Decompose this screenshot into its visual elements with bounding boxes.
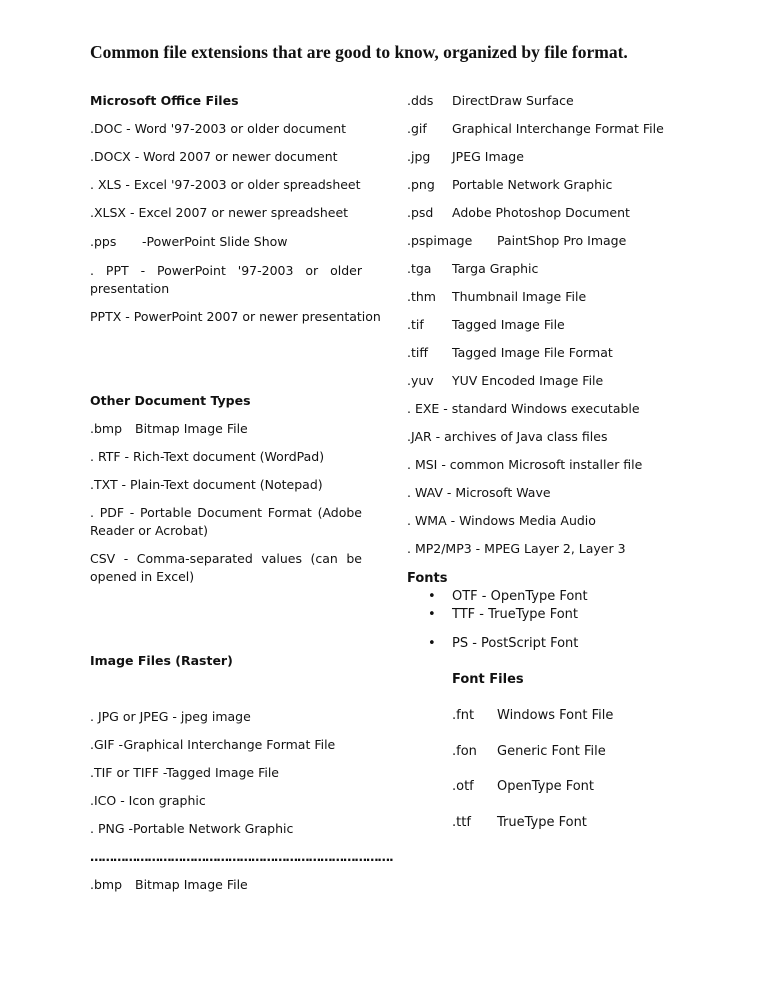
font-bullet-ps (428, 635, 578, 653)
ext: .dds (407, 93, 434, 108)
desc: TrueType Font (497, 815, 587, 830)
raster-item-tif: .TIF or TIFF -Tagged Image File (90, 765, 279, 780)
ext: .tga (407, 261, 432, 276)
ext: .otf (452, 779, 474, 794)
misc-item-exe: . EXE - standard Windows executable (407, 401, 640, 416)
ext: .jpg (407, 149, 431, 164)
other-item-csv: CSV - Comma-separated values (can be opened in Excel) (90, 551, 362, 584)
image-row-jpg (407, 148, 524, 166)
office-item-ppt-line2: presentation (90, 281, 170, 296)
ext: .fnt (452, 708, 475, 723)
misc-item-msi: . MSI - common Microsoft installer file (407, 457, 643, 472)
ext: .pspimage (407, 233, 473, 248)
bmp-desc: Bitmap Image File (135, 421, 248, 436)
image-row-gif (407, 120, 664, 138)
desc: Tagged Image File (452, 317, 565, 332)
bullet-text: TTF - TrueType Font (452, 607, 578, 622)
font-bullet-ttf (428, 606, 578, 624)
office-item-ppt-line1: . PPT - PowerPoint '97-2003 or older (90, 263, 362, 278)
ext: .gif (407, 121, 427, 136)
office-item-xls: . XLS - Excel '97-2003 or older spreadsheet (90, 177, 361, 192)
heading-fonts: Fonts (407, 571, 448, 586)
bmp2-ext: .bmp (90, 877, 123, 892)
image-row-tga (407, 260, 538, 278)
ext: .fon (452, 744, 477, 759)
dotted-separator: ……………………………………………………………………. (90, 849, 393, 864)
desc: Adobe Photoshop Document (452, 205, 630, 220)
raster-item-jpg: . JPG or JPEG - jpeg image (90, 709, 251, 724)
desc: Generic Font File (497, 744, 606, 759)
desc: JPEG Image (452, 149, 524, 164)
office-item-docx: .DOCX - Word 2007 or newer document (90, 149, 338, 164)
ext: .tiff (407, 345, 428, 360)
bullet-icon: • (428, 607, 436, 622)
raster-item-png: . PNG -Portable Network Graphic (90, 821, 294, 836)
desc: Targa Graphic (452, 261, 539, 276)
desc: OpenType Font (497, 779, 595, 794)
heading-image-raster: Image Files (Raster) (90, 653, 233, 668)
other-item-bmp (90, 420, 248, 438)
misc-item-wma: . WMA - Windows Media Audio (407, 513, 596, 528)
raster-item-bmp (90, 876, 248, 894)
desc: Graphical Interchange Format File (452, 121, 664, 136)
bullet-icon: • (428, 589, 436, 604)
bullet-text: OTF - OpenType Font (452, 589, 588, 604)
image-row-tif (407, 316, 565, 334)
other-item-txt: .TXT - Plain-Text document (Notepad) (90, 477, 323, 492)
ext: .thm (407, 289, 436, 304)
font-file-otf (452, 778, 594, 796)
ext: .ttf (452, 815, 471, 830)
image-row-psd (407, 204, 630, 222)
font-bullet-otf (428, 588, 588, 606)
other-item-pdf: . PDF - Portable Document Format (Adobe Reader or Acrobat) (90, 505, 362, 538)
bullet-icon: • (428, 636, 436, 651)
desc: YUV Encoded Image File (452, 373, 604, 388)
image-row-thm (407, 288, 586, 306)
image-row-pspimage (407, 232, 626, 250)
raster-item-gif: .GIF -Graphical Interchange Format File (90, 737, 336, 752)
image-row-png (407, 176, 612, 194)
office-item-pptx: PPTX - PowerPoint 2007 or newer presentation (90, 309, 381, 324)
misc-item-wav: . WAV - Microsoft Wave (407, 485, 551, 500)
image-row-yuv (407, 372, 603, 390)
desc: Portable Network Graphic (452, 177, 613, 192)
desc: PaintShop Pro Image (497, 233, 627, 248)
desc: Tagged Image File Format (452, 345, 613, 360)
pps-ext: .pps (90, 234, 117, 249)
desc: Thumbnail Image File (452, 289, 587, 304)
raster-item-ico: .ICO - Icon graphic (90, 793, 206, 808)
font-file-ttf (452, 814, 587, 832)
pps-desc: -PowerPoint Slide Show (142, 234, 288, 249)
office-item-xlsx: .XLSX - Excel 2007 or newer spreadsheet (90, 205, 349, 220)
desc: Windows Font File (497, 708, 614, 723)
ext: .png (407, 177, 435, 192)
font-file-fnt (452, 707, 613, 725)
heading-font-files: Font Files (452, 672, 524, 687)
office-item-doc: .DOC - Word '97-2003 or older document (90, 121, 347, 136)
bmp-ext: .bmp (90, 421, 123, 436)
ext: .psd (407, 205, 434, 220)
heading-other-documents: Other Document Types (90, 393, 251, 408)
office-item-pps (90, 233, 288, 251)
ext: .yuv (407, 373, 434, 388)
misc-item-jar: .JAR - archives of Java class files (407, 429, 608, 444)
heading-microsoft-office: Microsoft Office Files (90, 93, 239, 108)
font-file-fon (452, 743, 606, 761)
other-item-rtf: . RTF - Rich-Text document (WordPad) (90, 449, 325, 464)
desc: DirectDraw Surface (452, 93, 574, 108)
misc-item-mp3: . MP2/MP3 - MPEG Layer 2, Layer 3 (407, 541, 626, 556)
bullet-text: PS - PostScript Font (452, 636, 579, 651)
image-row-tiff (407, 344, 613, 362)
ext: .tif (407, 317, 424, 332)
bmp2-desc: Bitmap Image File (135, 877, 248, 892)
image-row-dds (407, 92, 574, 110)
page-title: Common file extensions that are good to know, organized by file format. (90, 42, 628, 62)
